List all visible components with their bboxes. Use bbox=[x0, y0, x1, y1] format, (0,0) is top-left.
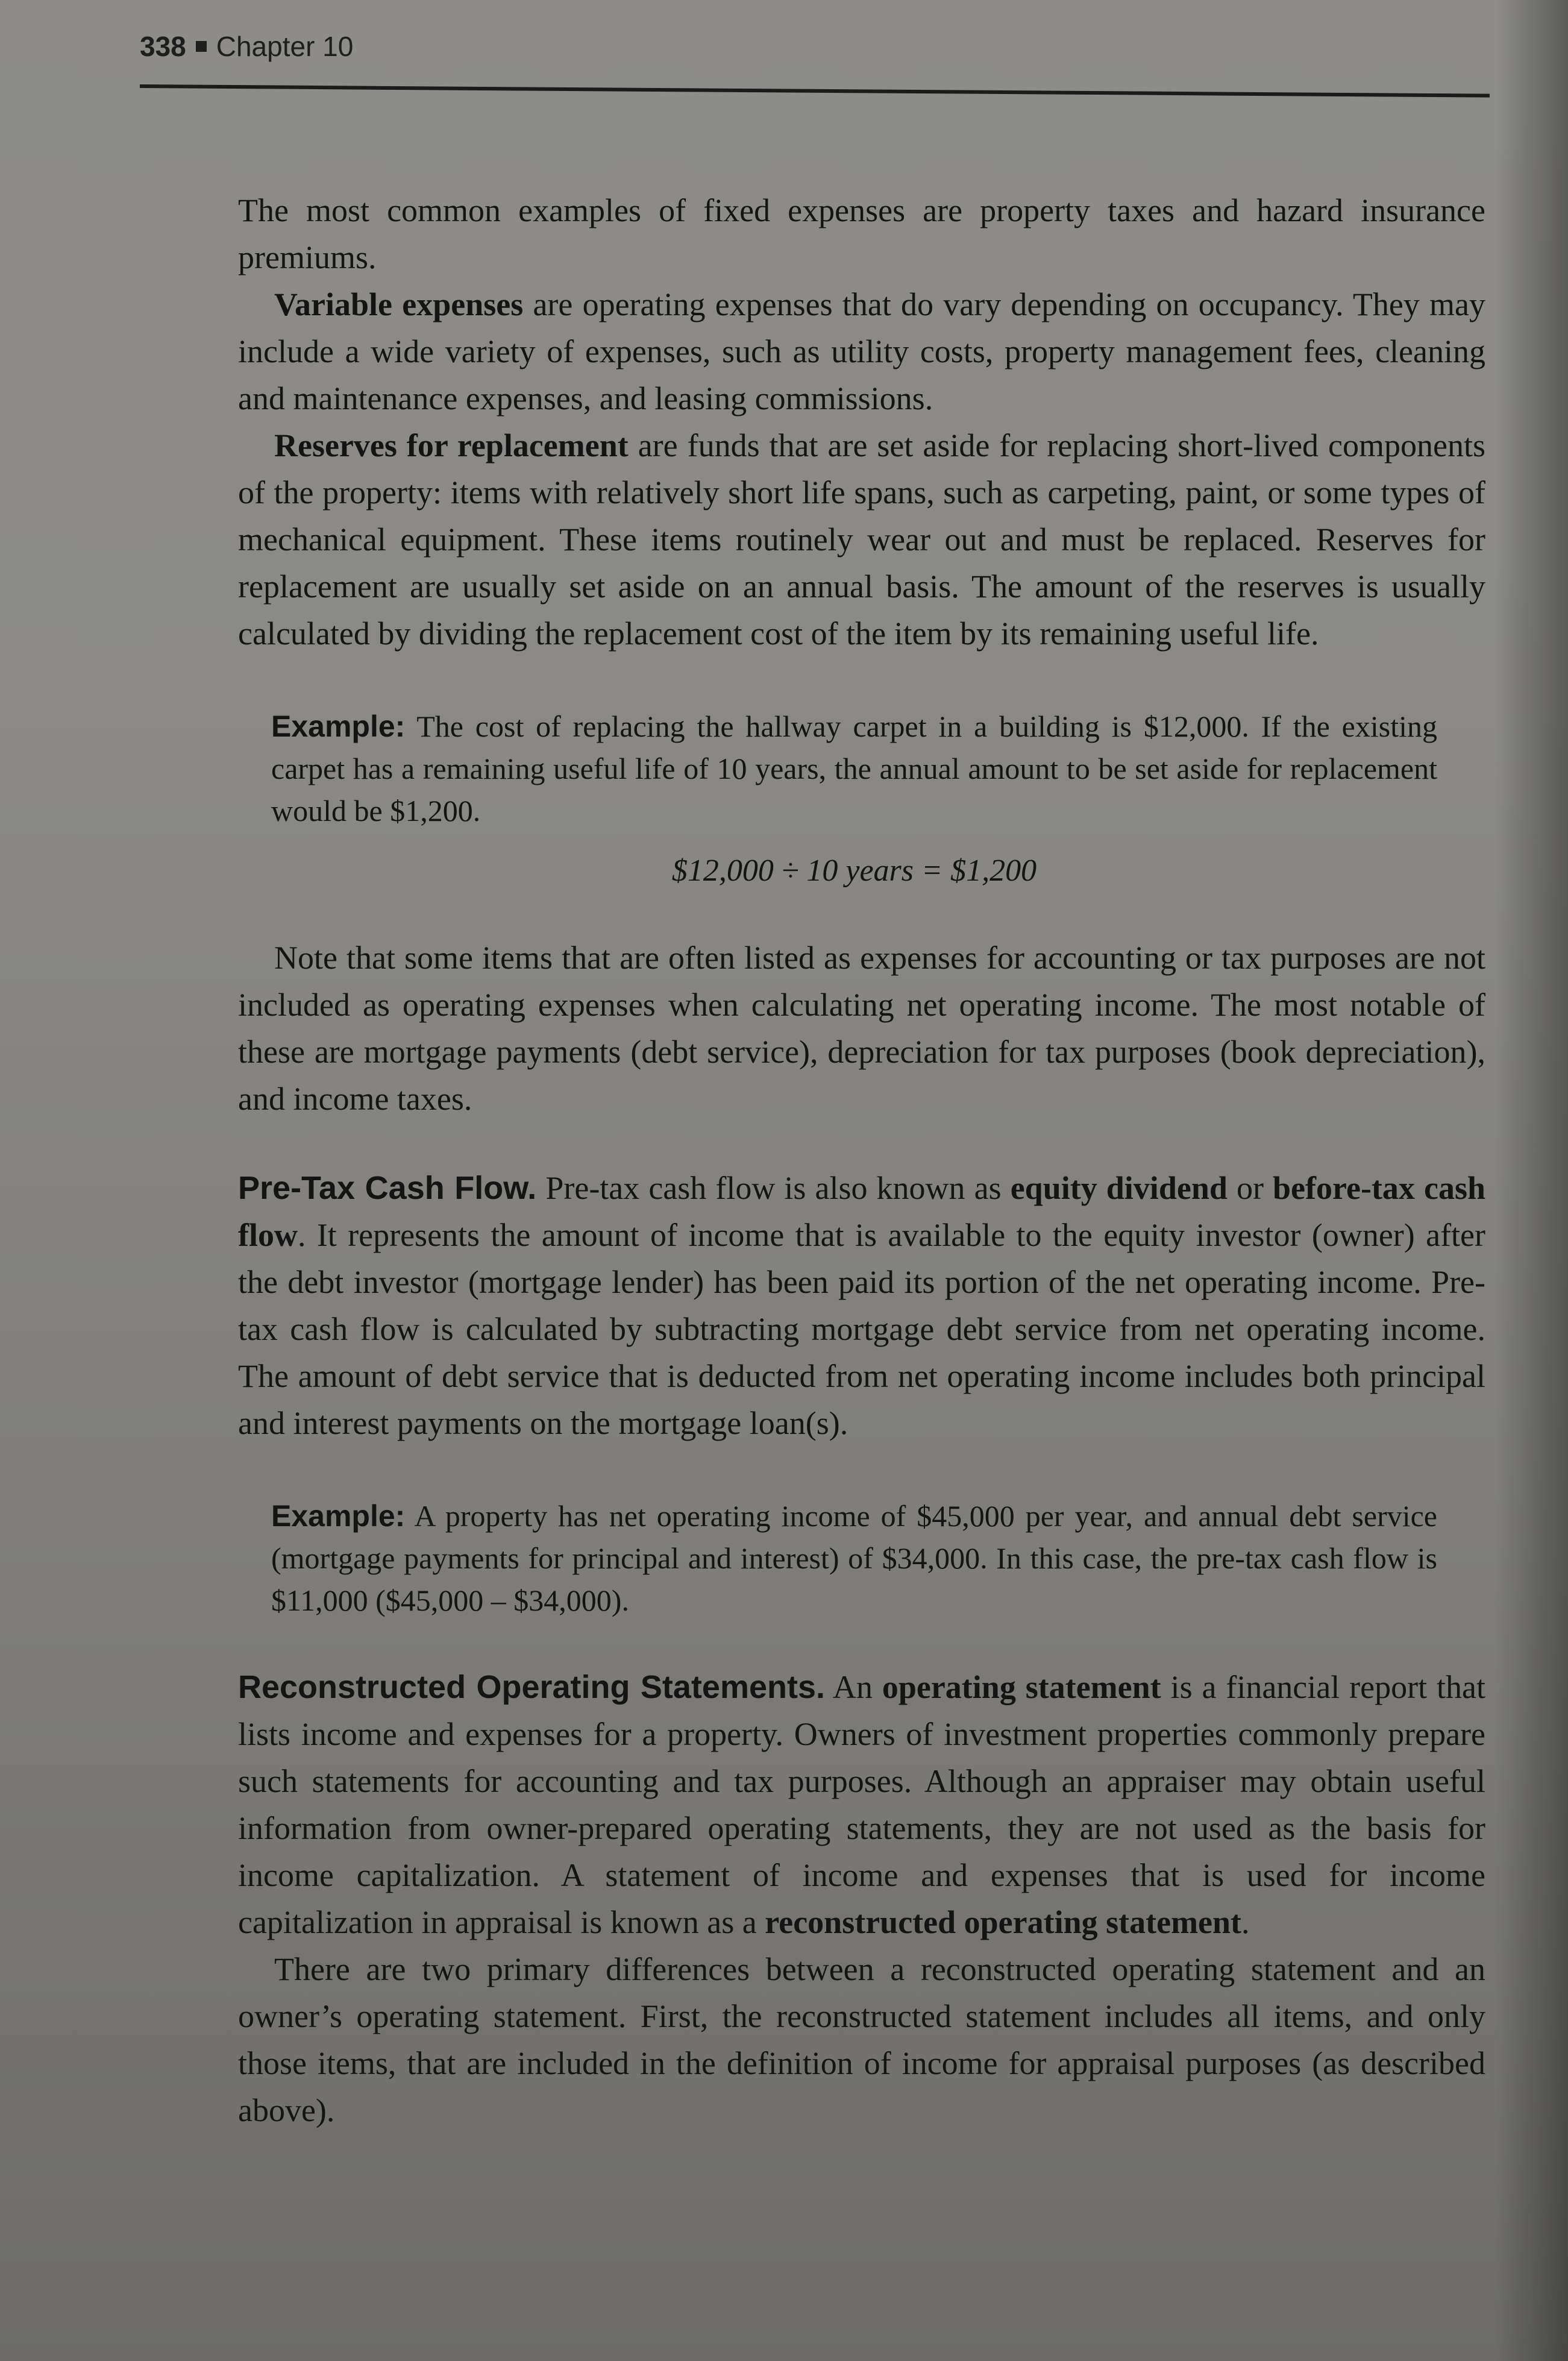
square-bullet-icon bbox=[196, 41, 207, 52]
example-label: Example: bbox=[271, 709, 406, 743]
paragraph-variable-expenses: Variable expenses are operating expenses that do vary depending on occupancy. They may include a wide variety of expenses, such as utility costs, property management fees, cleaning and maintenance expenses, and leasing commissions. bbox=[238, 286, 1486, 417]
term-reserves-for-replacement: Reserves for replacement bbox=[274, 427, 629, 464]
term-variable-expenses: Variable expenses bbox=[274, 286, 524, 322]
heading-reconstructed-operating-statements: Reconstructed Operating Statements. bbox=[238, 1669, 826, 1705]
paragraph-reserves: Reserves for replacement are funds that are set aside for replacing short-lived components of the property: items with relatively short life spans, such as carpeting, paint, or some types of mechanical equipment. These items routinely wear out and must be replaced. Reserves for replacement are usually set aside on an annual basis. The amount of the reserves is usually calculated by dividing the replacement cost of the item by its remaining useful life. bbox=[238, 427, 1485, 652]
term-equity-dividend: equity dividend bbox=[1010, 1170, 1228, 1206]
term-before-tax-cash-flow: before-tax cash flow bbox=[238, 1170, 1486, 1253]
example-carpet: Example: The cost of replacing the hallway carpet in a building is $12,000. If the existing carpet has a remaining useful life of 10 years, the annual amount to be set aside for replacement would be $1,200. $12,000 ÷ 10 years = $1,200 bbox=[271, 705, 1437, 892]
paragraph-primary-differences: There are two primary differences between a reconstructed operating statement and an owner’s operating statement. First, the reconstructed statement includes all items, and only those items, that are included in the definition of income for appraisal purposes (as described above). bbox=[238, 1951, 1485, 2128]
term-operating-statement: operating statement bbox=[882, 1669, 1161, 1705]
page-number: 338 bbox=[140, 31, 186, 62]
paragraph-pre-tax-cash-flow: Pre-Tax Cash Flow. Pre-tax cash flow is also known as equity dividend or before-tax cash flow. It represents the amount of income that is available to the equity investor (owner) after the debt investor (mortgage lender) has been paid its portion of the net operating income. Pre-tax cash flow is calculated by subtracting mortgage debt service from net operating income. The amount of debt service that is deducted from net operating income includes both principal and interest payments on the mortgage loan(s). bbox=[238, 1170, 1486, 1441]
paragraph-fixed-expenses: The most common examples of fixed expenses are property taxes and hazard insurance premiums. bbox=[238, 192, 1485, 275]
formula: $12,000 ÷ 10 years = $1,200 bbox=[671, 854, 1037, 888]
header-rule bbox=[140, 84, 1490, 98]
example-cash-flow: Example: A property has net operating income of $45,000 per year, and annual debt service (mortgage payments for principal and interest) of $34,000. In this case, the pre-tax cash flow is $11,000 ($45,000 – $34,000). bbox=[271, 1499, 1437, 1617]
running-header bbox=[140, 30, 353, 63]
paragraph-excluded-items: Note that some items that are often listed as expenses for accounting or tax purposes are not included as operating expenses when calculating net operating income. The most notable of these are mortgage payments (debt service), depreciation for tax purposes (book depreciation), and income taxes. bbox=[238, 940, 1485, 1117]
chapter-label: Chapter 10 bbox=[216, 31, 354, 62]
paragraph-reconstructed-statements: Reconstructed Operating Statements. An operating statement is a financial report that lists income and expenses for a property. Owners of investment properties commonly prepare such statements for accounting and tax purposes. Although an appraiser may obtain useful information from owner-prepared operating statements, they are not used as the basis for income capitalization. A statement of income and expenses that is used for income capitalization in appraisal is known as a reconstructed operating statement. bbox=[238, 1669, 1485, 1940]
example-label: Example: bbox=[271, 1499, 406, 1533]
term-reconstructed-operating-statement: reconstructed operating statement bbox=[765, 1904, 1242, 1940]
heading-pre-tax-cash-flow: Pre-Tax Cash Flow. bbox=[238, 1170, 537, 1206]
page-body bbox=[238, 187, 1485, 2134]
